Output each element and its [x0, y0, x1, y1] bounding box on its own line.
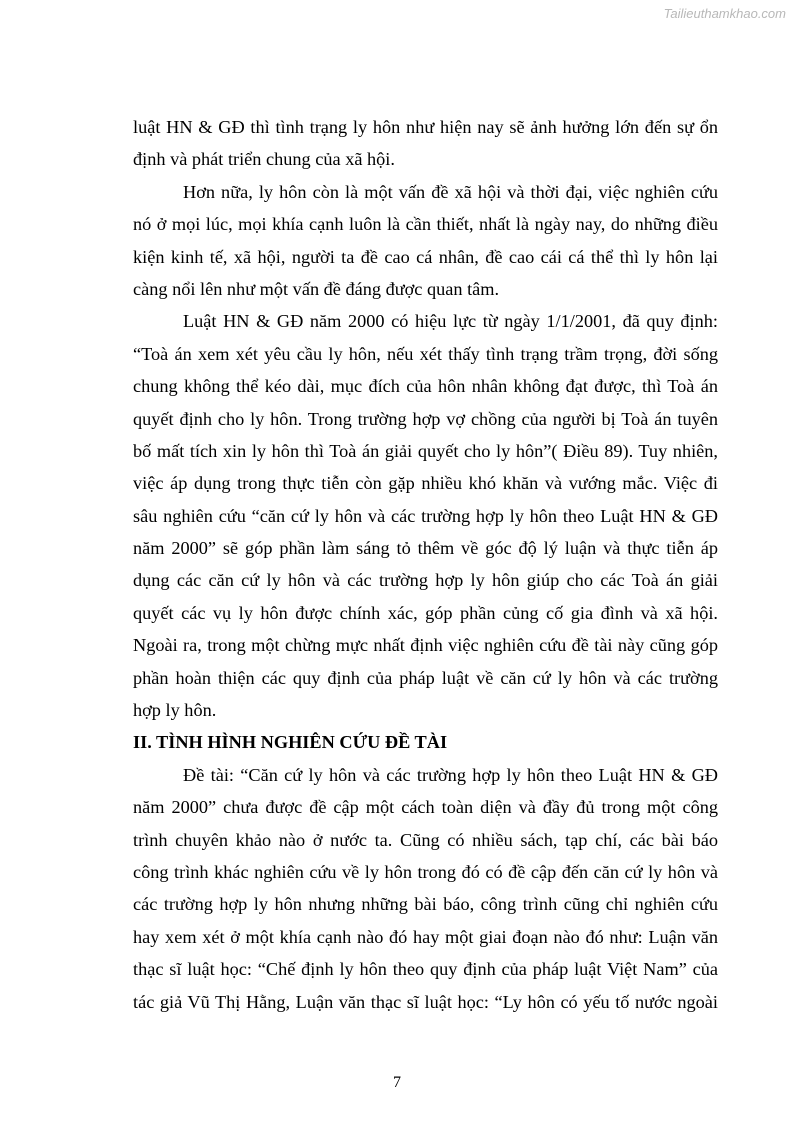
text-line: hay xem xét ở một khía cạnh nào đó hay một giai đoạn nào đó như: Luận văn: [133, 926, 718, 947]
text-line: công trình khác nghiên cứu về ly hôn trong đó có đề cập đến căn cứ ly hôn và: [133, 861, 718, 882]
text-line: quyết các vụ ly hôn được chính xác, góp phần củng cố gia đình và xã hội.: [133, 602, 718, 623]
watermark: Tailieuthamkhao.com: [663, 6, 786, 21]
text-line: chung không thể kéo dài, mục đích của hôn nhân không đạt được, thì Toà án: [133, 376, 718, 397]
intro-paragraphs: [133, 111, 718, 726]
text-line: thạc sĩ luật học: “Chế định ly hôn theo quy định của pháp luật Việt Nam” của: [133, 959, 718, 980]
document-body: [133, 111, 718, 1018]
page-number: 7: [393, 1074, 401, 1091]
paragraph: [133, 176, 718, 306]
text-line: Luật HN & GĐ năm 2000 có hiệu lực từ ngày 1/1/2001, đã quy định:: [183, 311, 718, 332]
text-line: nó ở mọi lúc, mọi khía cạnh luôn là cần thiết, nhất là ngày nay, do những điều: [133, 214, 718, 235]
text-line: bố mất tích xin ly hôn thì Toà án giải quyết cho ly hôn”( Điều 89). Tuy nhiên,: [133, 440, 718, 461]
paragraph: [133, 111, 718, 176]
text-line: năm 2000” sẽ góp phần làm sáng tỏ thêm về góc độ lý luận và thực tiễn áp: [133, 538, 718, 559]
text-line: việc áp dụng trong thực tiễn còn gặp nhiều khó khăn và vướng mắc. Việc đi: [133, 473, 718, 494]
text-line: định và phát triển chung của xã hội.: [133, 149, 395, 170]
text-line: hợp ly hôn.: [133, 700, 217, 721]
text-line: luật HN & GĐ thì tình trạng ly hôn như hiện nay sẽ ảnh hưởng lớn đến sự ổn: [133, 117, 718, 137]
text-line: các trường hợp ly hôn nhưng những bài báo, công trình cũng chỉ nghiên cứu: [133, 894, 718, 915]
text-line: Ngoài ra, trong một chừng mực nhất định việc nghiên cứu đề tài này cũng góp: [133, 635, 718, 656]
text-line: quyết định cho ly hôn. Trong trường hợp vợ chồng của người bị Toà án tuyên: [133, 408, 718, 429]
text-line: tác giả Vũ Thị Hằng, Luận văn thạc sĩ luật học: “Ly hôn có yếu tố nước ngoài: [133, 991, 718, 1012]
section-paragraph: [133, 759, 718, 1018]
text-line: Hơn nữa, ly hôn còn là một vấn đề xã hội và thời đại, việc nghiên cứu: [183, 181, 718, 202]
text-line: năm 2000” chưa được đề cập một cách toàn diện và đầy đủ trong một công: [133, 797, 718, 818]
text-line: sâu nghiên cứu “căn cứ ly hôn và các trường hợp ly hôn theo Luật HN & GĐ: [133, 505, 718, 526]
text-line: kiện kinh tế, xã hội, người ta đề cao cá nhân, đề cao cái cá thể thì ly hôn lại: [133, 246, 718, 267]
paragraph: [133, 305, 718, 726]
section-heading: II. TÌNH HÌNH NGHIÊN CỨU ĐỀ TÀI: [133, 732, 448, 753]
text-line: Đề tài: “Căn cứ ly hôn và các trường hợp ly hôn theo Luật HN & GĐ: [183, 764, 718, 785]
text-line: “Toà án xem xét yêu cầu ly hôn, nếu xét thấy tình trạng trầm trọng, đời sống: [133, 343, 718, 364]
text-line: trình chuyên khảo nào ở nước ta. Cũng có nhiều sách, tạp chí, các bài báo: [133, 829, 718, 850]
text-line: càng nổi lên như một vấn đề đáng được quan tâm.: [133, 278, 500, 299]
text-line: dụng các căn cứ ly hôn và các trường hợp ly hôn giúp cho các Toà án giải: [133, 570, 718, 591]
text-line: phần hoàn thiện các quy định của pháp luật về căn cứ ly hôn và các trường: [133, 667, 718, 688]
